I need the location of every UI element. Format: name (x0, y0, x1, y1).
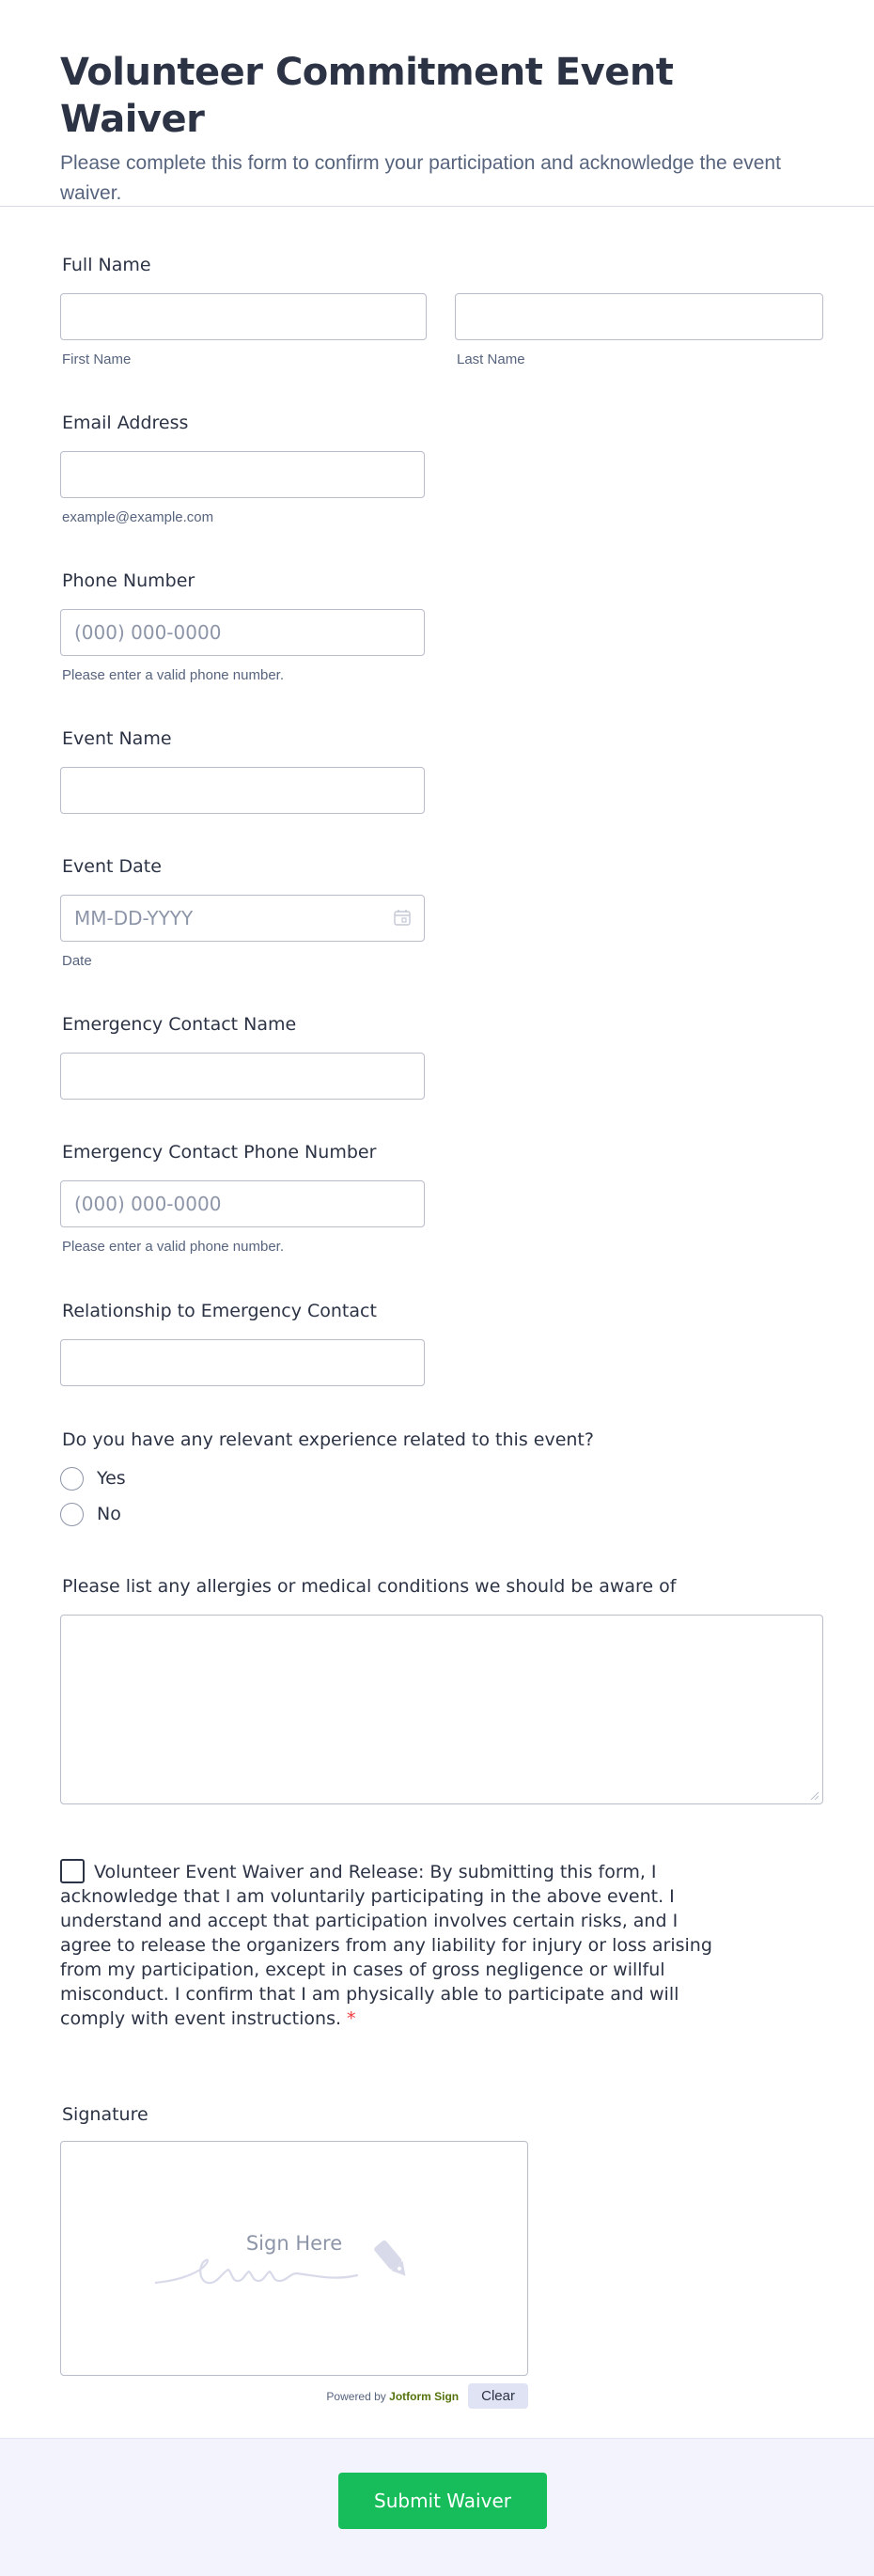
event-name-field (60, 727, 425, 814)
phone-field (60, 570, 425, 683)
form-subtitle: Please complete this form to confirm your participation and acknowledge the event waiver. (60, 152, 781, 204)
event-date-field (60, 855, 425, 969)
required-mark: * (347, 2008, 356, 2029)
first-name-group (60, 293, 427, 367)
first-name-input[interactable] (60, 293, 427, 340)
event-name-label: Event Name (62, 728, 172, 749)
event-date-label: Event Date (62, 856, 162, 877)
allergies-label: Please list any allergies or medical conditions we should be aware of (62, 1576, 677, 1597)
allergies-field (60, 1575, 823, 1804)
waiver-text: Volunteer Event Waiver and Release: By submitting this form, I acknowledge that I am voluntarily participating in the above event. I understand and accept that participation involves certain risks, and I agree to release the organizers from any liability for injury or loss arising from my participation, except in cases of gross negligence or willful misconduct. I confirm that I am physically able to participate and will comply with event instructions. (60, 1862, 712, 2029)
powered-prefix: Powered by (326, 2389, 386, 2403)
signature-label: Signature (62, 2104, 148, 2125)
emergency-name-input[interactable] (60, 1053, 425, 1100)
email-sublabel: example@example.com (62, 509, 214, 525)
last-name-sublabel: Last Name (457, 351, 525, 367)
full-name-field (60, 254, 823, 367)
submit-button[interactable]: Submit Waiver (338, 2473, 547, 2529)
email-label: Email Address (62, 413, 189, 433)
radio-yes[interactable] (60, 1467, 84, 1491)
emergency-name-label: Emergency Contact Name (62, 1014, 297, 1035)
waiver-agreement (60, 1859, 729, 2031)
radio-yes-label: Yes (97, 1468, 126, 1489)
emergency-phone-field (60, 1141, 425, 1255)
phone-sublabel: Please enter a valid phone number. (62, 667, 284, 683)
full-name-label: Full Name (62, 255, 151, 275)
form-footer (0, 2438, 874, 2576)
email-input[interactable] (60, 451, 425, 498)
last-name-group (455, 293, 821, 367)
relationship-field (60, 1300, 425, 1386)
event-date-wrapper (60, 895, 425, 942)
emergency-phone-label: Emergency Contact Phone Number (62, 1142, 377, 1163)
signature-hint: Sign Here (245, 2232, 343, 2255)
event-date-sublabel: Date (62, 953, 92, 969)
radio-no-label: No (97, 1504, 121, 1524)
experience-option-no[interactable] (60, 1496, 594, 1532)
waiver-checkbox[interactable] (60, 1859, 85, 1883)
resize-grip-icon[interactable] (809, 1790, 819, 1800)
phone-label: Phone Number (62, 570, 195, 591)
last-name-input[interactable] (455, 293, 823, 340)
emergency-phone-sublabel: Please enter a valid phone number. (62, 1239, 284, 1255)
event-name-input[interactable] (60, 767, 425, 814)
signature-field (60, 2103, 528, 2376)
emergency-phone-input[interactable] (60, 1180, 425, 1227)
form-header (0, 0, 874, 207)
experience-label: Do you have any relevant experience related to this event? (62, 1429, 594, 1450)
relationship-label: Relationship to Emergency Contact (62, 1301, 377, 1321)
powered-brand: Jotform Sign (389, 2389, 460, 2403)
calendar-icon[interactable] (393, 908, 412, 927)
signature-pad[interactable] (60, 2141, 528, 2376)
email-field (60, 412, 425, 525)
signature-footer (60, 2383, 528, 2409)
experience-options (60, 1460, 594, 1532)
event-date-input[interactable] (60, 895, 425, 942)
powered-by (326, 2390, 459, 2403)
allergies-textarea[interactable] (60, 1615, 823, 1804)
form-title: Volunteer Commitment Event Waiver (60, 51, 674, 141)
emergency-name-field (60, 1013, 425, 1100)
first-name-sublabel: First Name (62, 351, 132, 367)
signature-scribble-icon (155, 2232, 428, 2298)
experience-field (60, 1429, 594, 1532)
radio-no[interactable] (60, 1503, 84, 1526)
relationship-input[interactable] (60, 1339, 425, 1386)
clear-signature-button[interactable]: Clear (468, 2383, 528, 2409)
experience-option-yes[interactable] (60, 1460, 594, 1496)
phone-input[interactable] (60, 609, 425, 656)
